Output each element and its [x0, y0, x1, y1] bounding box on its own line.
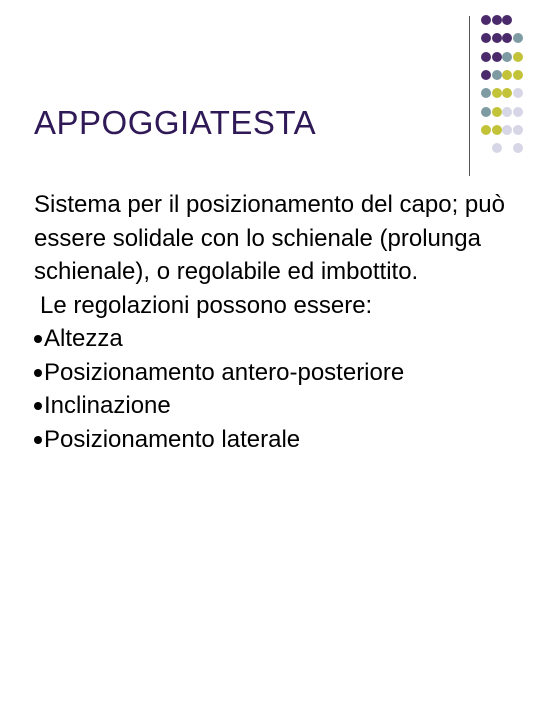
decorative-dot: [492, 15, 502, 25]
decorative-dot: [502, 15, 512, 25]
decorative-dot: [513, 107, 523, 117]
decorative-dot: [502, 107, 512, 117]
decorative-dot: [492, 52, 502, 62]
decorative-dot: [481, 52, 491, 62]
decorative-dot: [492, 143, 502, 153]
decorative-dot: [502, 33, 512, 43]
bullet-item-posizionamento-antero-posteriore: [34, 356, 529, 390]
decorative-dot: [513, 52, 523, 62]
decorative-dot: [481, 125, 491, 135]
decorative-dot: [502, 70, 512, 80]
slide-title: APPOGGIATESTA: [34, 104, 317, 141]
bullet-dot-icon: [34, 436, 42, 444]
decorative-dot: [513, 70, 523, 80]
bullet-label: Inclinazione: [44, 392, 171, 419]
bullet-item-posizionamento-laterale: [34, 423, 529, 457]
decorative-dot: [481, 107, 491, 117]
decorative-dot: [513, 125, 523, 135]
decorative-dot: [481, 88, 491, 98]
decorative-dot: [492, 88, 502, 98]
bullet-label: Altezza: [44, 325, 123, 352]
bullet-dot-icon: [34, 402, 42, 410]
decorative-dot: [502, 125, 512, 135]
divider-line: [469, 16, 470, 176]
decorative-dot: [513, 33, 523, 43]
bullet-item-altezza: [34, 322, 529, 356]
description-paragraph: Sistema per il posizionamento del capo; può essere solidale con lo schienale (prolunga schienale), o regolabile ed imbottito.: [34, 191, 505, 285]
decorative-dot: [481, 70, 491, 80]
intro-paragraph: Le regolazioni possono essere:: [40, 291, 373, 319]
decorative-dot: [492, 70, 502, 80]
decorative-dot: [492, 33, 502, 43]
bullet-label: Posizionamento laterale: [44, 425, 301, 453]
decorative-dot: [502, 52, 512, 62]
decorative-dot: [481, 33, 491, 43]
slide-body: [34, 188, 529, 456]
decorative-dot: [492, 125, 502, 135]
decorative-dot: [492, 107, 502, 117]
decorative-dot: [513, 143, 523, 153]
decorative-dot: [481, 15, 491, 25]
bullet-dot-icon: [34, 335, 42, 343]
bullet-label: Posizionamento antero-posteriore: [44, 358, 405, 386]
decorative-dot: [502, 88, 512, 98]
decorative-dot: [513, 88, 523, 98]
bullet-item-inclinazione: [34, 389, 529, 423]
bullet-dot-icon: [34, 369, 42, 377]
